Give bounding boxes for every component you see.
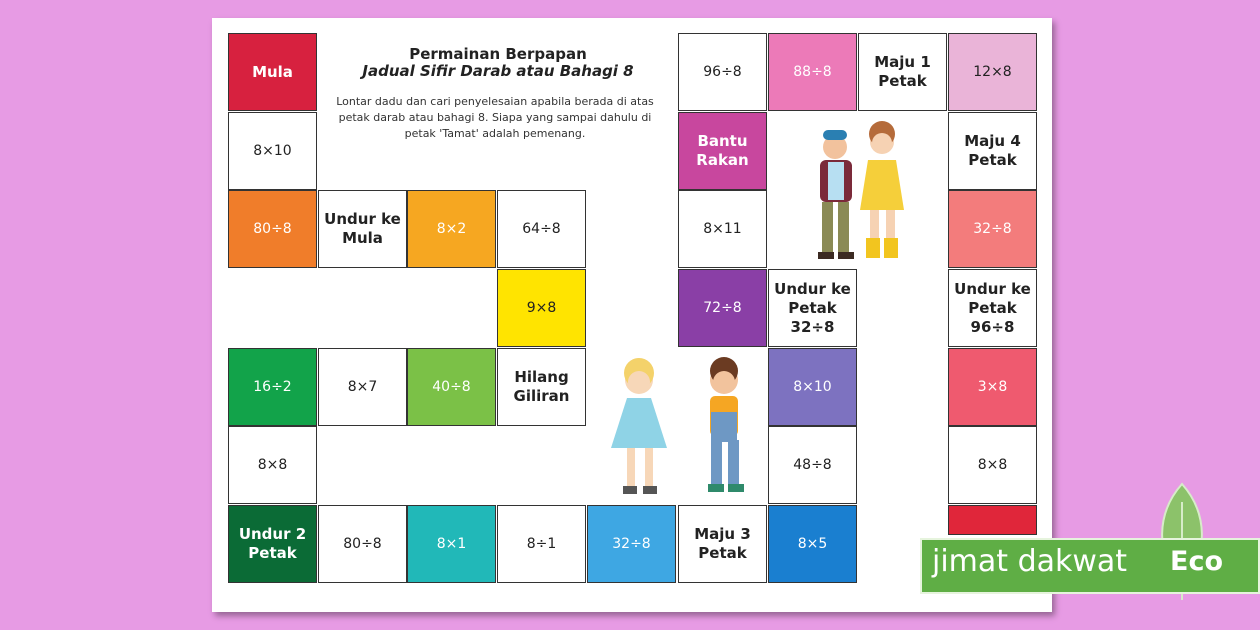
badge-text: jimat dakwat: [932, 544, 1128, 579]
board-square: 32÷8: [587, 505, 676, 583]
board-square: 8×1: [407, 505, 496, 583]
jimat-dakwat-eco-badge: [920, 530, 1260, 602]
board-square: Undur ke Petak 32÷8: [768, 269, 857, 347]
board-square: 72÷8: [678, 269, 767, 347]
board-square: 9×8: [497, 269, 586, 347]
board-square: Undur ke Petak 96÷8: [948, 269, 1037, 347]
board-square: 8×5: [768, 505, 857, 583]
board-square: 96÷8: [678, 33, 767, 111]
board-square: Maju 1 Petak: [858, 33, 947, 111]
board-square: Maju 4 Petak: [948, 112, 1037, 190]
title-line-2: Jadual Sifir Darab atau Bahagi 8: [362, 62, 634, 80]
board-title: [318, 46, 678, 80]
board-square: 32÷8: [948, 190, 1037, 268]
board-square: 80÷8: [228, 190, 317, 268]
instructions-text: Lontar dadu dan cari penyelesaian apabila berada di atas petak darab atau bahagi 8. Siapa yang sampai dahulu di petak 'Tamat' adalah pemenang.: [336, 95, 654, 140]
board-square: 8÷1: [497, 505, 586, 583]
title-line-1: Permainan Berpapan: [409, 45, 587, 63]
board-square: 3×8: [948, 348, 1037, 426]
board-square: 8×11: [678, 190, 767, 268]
board-square: 40÷8: [407, 348, 496, 426]
two-children-standing-illustration: [800, 112, 920, 272]
board-square: Bantu Rakan: [678, 112, 767, 190]
badge-eco-text: Eco: [1170, 546, 1223, 577]
board-square: Mula: [228, 33, 317, 111]
board-square: Maju 3 Petak: [678, 505, 767, 583]
board-square: Hilang Giliran: [497, 348, 586, 426]
dancing-girl-illustration: [597, 358, 683, 503]
board-square: 88÷8: [768, 33, 857, 111]
board-square: Undur ke Mula: [318, 190, 407, 268]
board-square: 8×2: [407, 190, 496, 268]
board-square: 8×10: [768, 348, 857, 426]
board-square: 8×7: [318, 348, 407, 426]
board-square: 80÷8: [318, 505, 407, 583]
board-square: 8×10: [228, 112, 317, 190]
board-square: 8×8: [228, 426, 317, 504]
board-square: 64÷8: [497, 190, 586, 268]
board-square: 12×8: [948, 33, 1037, 111]
board-square: Undur 2 Petak: [228, 505, 317, 583]
board-square: 48÷8: [768, 426, 857, 504]
board-square: 16÷2: [228, 348, 317, 426]
dancing-boy-illustration: [684, 352, 768, 500]
board-square: 8×8: [948, 426, 1037, 504]
